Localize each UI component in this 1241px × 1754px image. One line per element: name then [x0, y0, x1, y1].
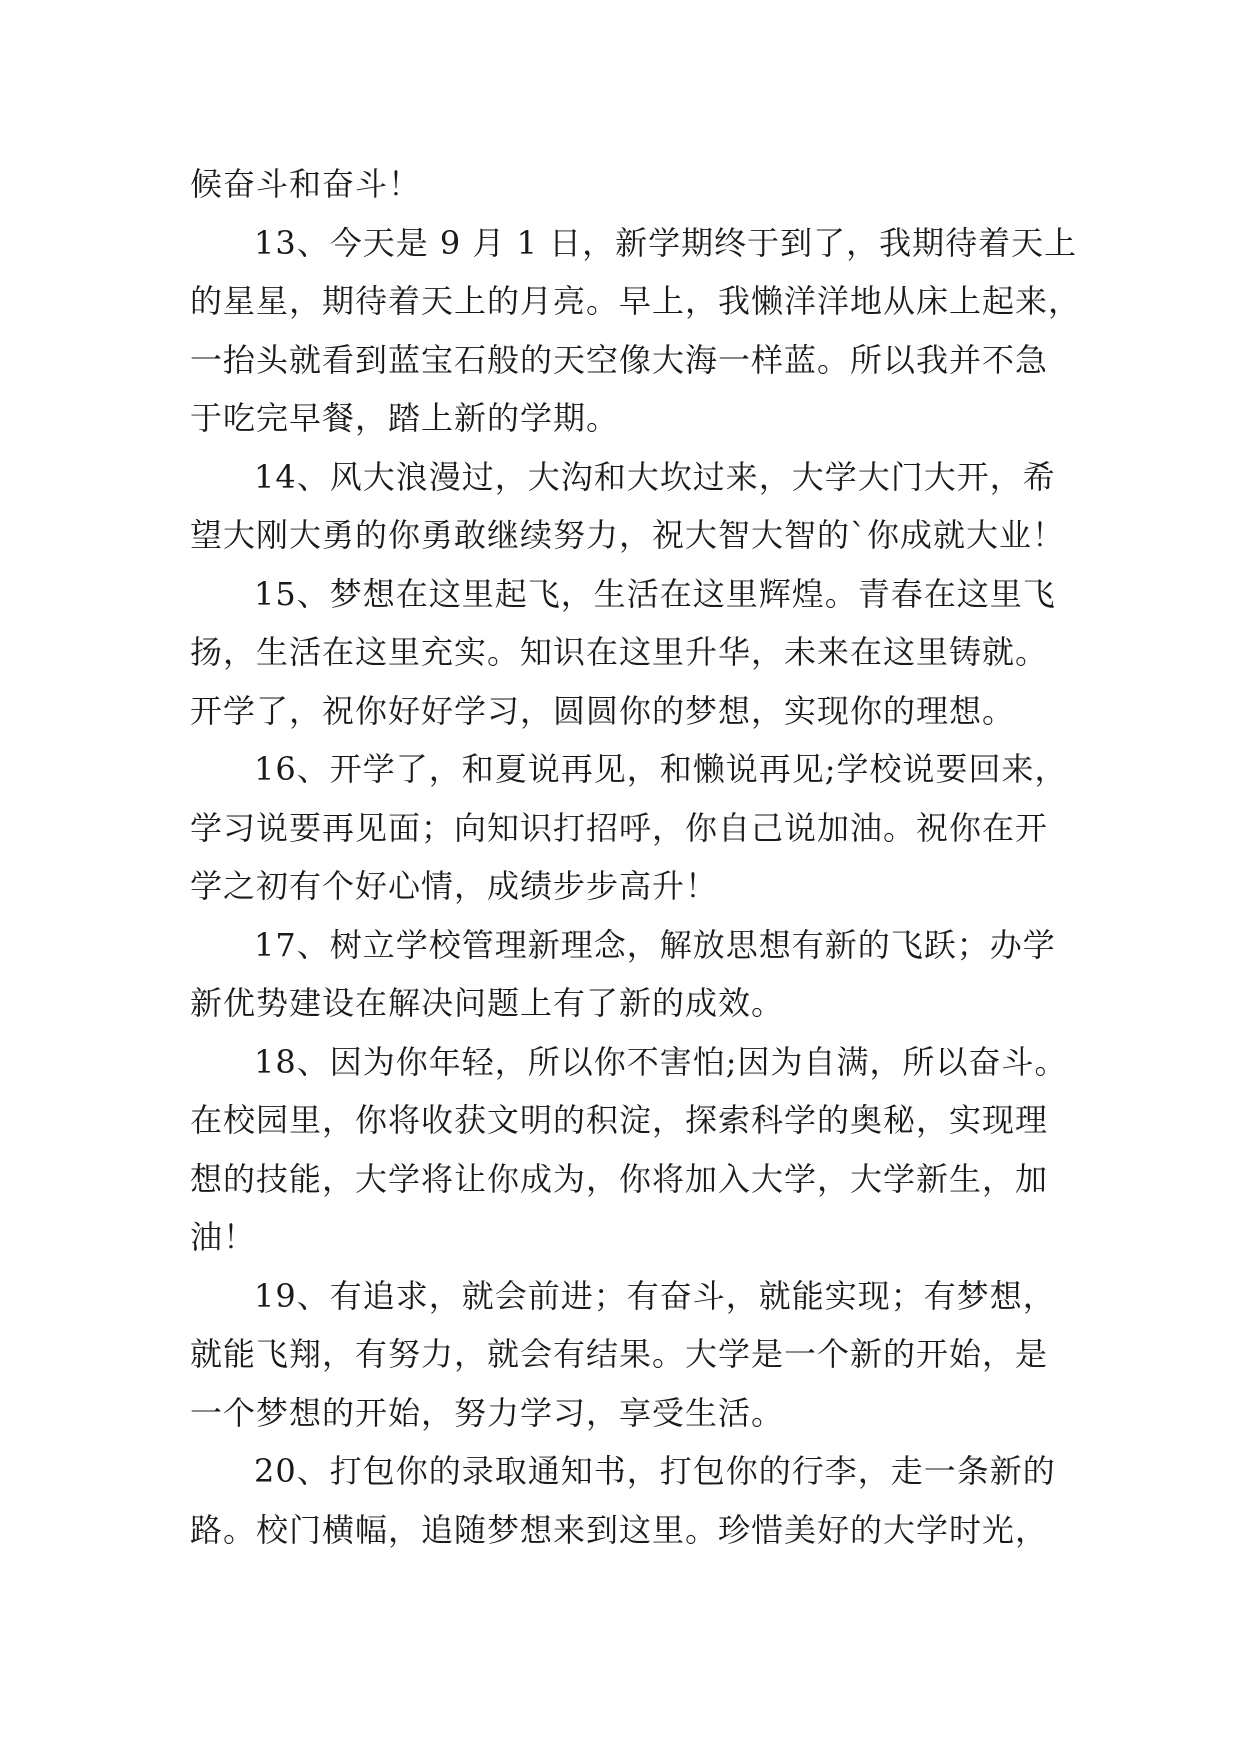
- text-line: 15、梦想在这里起飞，生活在这里辉煌。青春在这里飞: [254, 574, 1056, 613]
- text-line: 学习说要再见面；向知识打招呼，你自己说加油。祝你在开: [190, 808, 1049, 847]
- text-line: 学之初有个好心情，成绩步步高升！: [190, 867, 719, 905]
- body-text: [190, 155, 1082, 1559]
- text-line: 14、风大浪漫过，大沟和大坎过来，大学大门大开，希: [254, 457, 1056, 496]
- text-line: 新优势建设在解决问题上有了新的成效。: [190, 984, 785, 1022]
- text-line: 16、开学了，和夏说再见，和懒说再见;学校说要回来，: [254, 750, 1068, 788]
- text-line: 一抬头就看到蓝宝石般的天空像大海一样蓝。所以我并不急: [190, 340, 1049, 379]
- text-line: 想的技能，大学将让你成为，你将加入大学，大学新生，加: [190, 1159, 1049, 1198]
- text-line: 望大刚大勇的你勇敢继续努力，祝大智大智的`你成就大业！: [190, 516, 1066, 554]
- text-line: 于吃完早餐，踏上新的学期。: [190, 399, 620, 437]
- text-line: 油！: [190, 1218, 257, 1256]
- text-line: 扬，生活在这里充实。知识在这里升华，未来在这里铸就。: [190, 633, 1049, 671]
- text-line: 20、打包你的录取通知书，打包你的行李，走一条新的: [254, 1452, 1056, 1490]
- text-line: 的星星，期待着天上的月亮。早上，我懒洋洋地从床上起来，: [190, 282, 1082, 320]
- text-line: 13、今天是 9 月 1 日，新学期终于到了，我期待着天上: [254, 223, 1078, 262]
- text-line: 18、因为你年轻，所以你不害怕;因为自满，所以奋斗。: [254, 1042, 1068, 1081]
- text-line: 就能飞翔，有努力，就会有结果。大学是一个新的开始，是: [190, 1335, 1049, 1373]
- text-line: 19、有追求，就会前进；有奋斗，就能实现；有梦想，: [254, 1276, 1056, 1315]
- text-line: 17、树立学校管理新理念，解放思想有新的飞跃；办学: [254, 925, 1056, 964]
- text-line: 在校园里，你将收获文明的积淀，探索科学的奥秘，实现理: [190, 1101, 1049, 1139]
- text-line: 候奋斗和奋斗！: [190, 165, 422, 203]
- text-line: 一个梦想的开始，努力学习，享受生活。: [190, 1393, 785, 1432]
- text-line: 路。校门横幅，追随梦想来到这里。珍惜美好的大学时光，: [190, 1510, 1049, 1549]
- text-line: 开学了，祝你好好学习，圆圆你的梦想，实现你的理想。: [190, 691, 1016, 730]
